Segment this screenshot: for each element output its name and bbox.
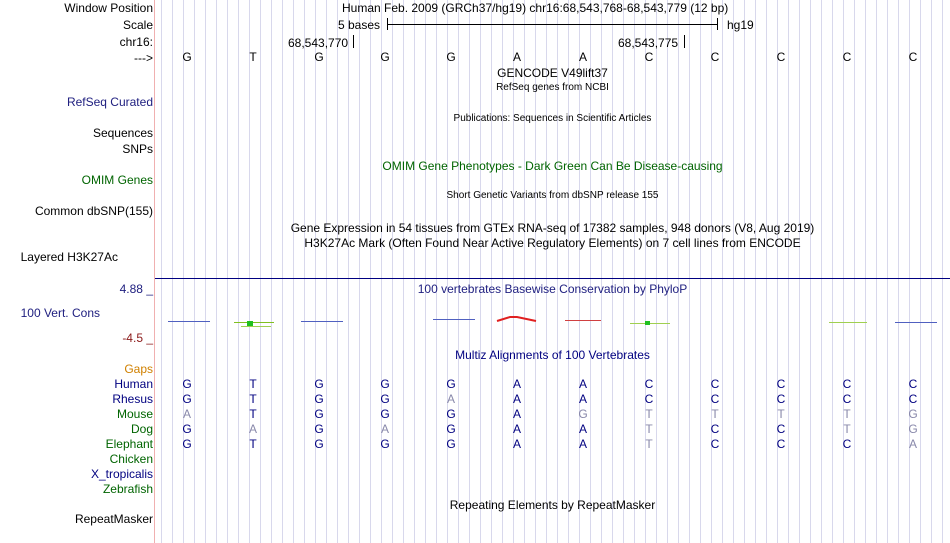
alignment-base: G <box>182 377 192 391</box>
cons-track-title[interactable]: 100 vertebrates Basewise Conservation by PhyloP <box>417 282 688 296</box>
gencode-track-title[interactable]: GENCODE V49lift37 <box>497 66 608 80</box>
publications-track-title[interactable]: Publications: Sequences in Scientific Articles <box>453 113 652 124</box>
alignment-base: C <box>842 377 852 391</box>
base-letter: T <box>249 50 257 64</box>
alignment-base: G <box>380 437 390 451</box>
coord-left: 68,543,770 <box>288 36 349 50</box>
alignment-base: C <box>842 392 852 406</box>
alignment-base: G <box>380 392 390 406</box>
sequences-track-label[interactable]: Sequences <box>92 126 153 140</box>
alignment-base: C <box>908 392 918 406</box>
coord-right-tick <box>684 35 685 48</box>
alignment-base: C <box>908 377 918 391</box>
cons-min-label: -4.5 _ <box>122 331 153 345</box>
species-label[interactable]: Dog <box>130 422 153 436</box>
base-letter: G <box>380 50 390 64</box>
alignment-base: C <box>644 392 654 406</box>
species-label[interactable]: Human <box>114 377 153 391</box>
cons-bar-11 <box>829 322 867 323</box>
h3k27ac-track-label[interactable]: Layered H3K27Ac <box>20 250 118 264</box>
alignment-base: T <box>249 377 257 391</box>
species-label[interactable]: Elephant <box>105 437 153 451</box>
alignment-base: C <box>710 392 720 406</box>
cons-bar-5 <box>433 319 475 320</box>
cons-max-label: 4.88 _ <box>119 282 153 296</box>
base-letter: C <box>908 50 918 64</box>
omim-track-label[interactable]: OMIM Genes <box>81 173 153 187</box>
conservation-signal <box>155 300 950 340</box>
species-label[interactable]: Chicken <box>109 452 153 466</box>
species-label[interactable]: Zebrafish <box>102 482 153 496</box>
chrom-label: chr16: <box>119 35 153 49</box>
alignment-base: C <box>776 392 786 406</box>
alignment-base: A <box>908 437 917 451</box>
alignment-base: G <box>380 377 390 391</box>
alignment-base: G <box>182 392 192 406</box>
scale-bases-text: 5 bases <box>338 18 381 32</box>
alignment-base: G <box>314 437 324 451</box>
alignment-base: C <box>710 422 720 436</box>
base-letter: G <box>314 50 324 64</box>
alignment-base: G <box>578 407 588 421</box>
base-letter: C <box>776 50 786 64</box>
window-position-label: Window Position <box>64 1 153 15</box>
alignment-base: A <box>512 437 521 451</box>
cons-track-label[interactable]: 100 Vert. Cons <box>20 306 100 320</box>
base-letter: C <box>644 50 654 64</box>
alignment-base: A <box>512 377 521 391</box>
base-letter: C <box>710 50 720 64</box>
h3k27ac-baseline <box>155 278 950 279</box>
alignment-base: G <box>314 392 324 406</box>
cons-bar-2 <box>234 322 274 323</box>
alignment-base: A <box>512 392 521 406</box>
species-label[interactable]: X_tropicalis <box>90 467 153 481</box>
alignment-base: A <box>512 407 521 421</box>
alignment-base: C <box>776 437 786 451</box>
alignment-base: T <box>249 392 257 406</box>
refseq-track-label[interactable]: RefSeq Curated <box>66 95 153 109</box>
cons-bar-12 <box>895 322 937 323</box>
cons-bar-2b <box>241 326 271 327</box>
alignment-base: T <box>249 437 257 451</box>
alignment-base: G <box>908 422 918 436</box>
h3k27ac-track-title[interactable]: H3K27Ac Mark (Often Found Near Active Regulatory Elements) on 7 cell lines from ENCODE <box>304 236 801 250</box>
alignment-base: G <box>446 407 456 421</box>
repeatmasker-track-label[interactable]: RepeatMasker <box>74 512 153 526</box>
species-label[interactable]: Rhesus <box>112 392 153 406</box>
alignment-base: C <box>842 437 852 451</box>
alignment-base: A <box>578 377 587 391</box>
cons-peak-8 <box>645 321 650 325</box>
alignment-base: A <box>248 422 257 436</box>
base-letter: A <box>512 50 521 64</box>
omim-track-title[interactable]: OMIM Gene Phenotypes - Dark Green Can Be Disease-causing <box>382 159 723 173</box>
strand-label: ---> <box>134 51 153 65</box>
base-letter: G <box>182 50 192 64</box>
gtex-track-title[interactable]: Gene Expression in 54 tissues from GTEx RNA-seq of 17382 samples, 948 donors (V8, Aug 2019) <box>290 221 815 235</box>
alignment-base: T <box>249 407 257 421</box>
alignment-base: G <box>446 422 456 436</box>
scale-label: Scale <box>122 18 153 32</box>
alignment-base: A <box>512 422 521 436</box>
alignment-base: G <box>380 407 390 421</box>
scale-bar-left-tick <box>387 18 388 30</box>
scale-bar-right-tick <box>717 18 718 30</box>
gaps-track-label[interactable]: Gaps <box>124 362 153 376</box>
alignment-base: A <box>380 422 389 436</box>
alignment-base: C <box>776 377 786 391</box>
alignment-base: C <box>710 437 720 451</box>
alignment-base: T <box>777 407 785 421</box>
alignment-base: C <box>710 377 720 391</box>
species-label[interactable]: Mouse <box>116 407 153 421</box>
cons-bar-1 <box>168 321 210 322</box>
alignment-base: G <box>314 377 324 391</box>
alignment-base: T <box>645 437 653 451</box>
coord-left-tick <box>353 35 354 48</box>
base-letter: A <box>578 50 587 64</box>
alignment-base: G <box>908 407 918 421</box>
multiz-track-title[interactable]: Multiz Alignments of 100 Vertebrates <box>455 348 650 362</box>
refseq-track-title[interactable]: RefSeq genes from NCBI <box>496 82 609 93</box>
alignment-base: G <box>182 437 192 451</box>
alignment-base: G <box>182 422 192 436</box>
snps-track-label[interactable]: SNPs <box>122 142 153 156</box>
cons-peak-6 <box>497 317 536 321</box>
repeatmasker-track-title[interactable]: Repeating Elements by RepeatMasker <box>449 498 656 512</box>
window-position-value: Human Feb. 2009 (GRCh37/hg19) chr16:68,543,768-68,543,779 (12 bp) <box>342 1 729 15</box>
alignment-base: T <box>843 407 851 421</box>
alignment-base: T <box>645 407 653 421</box>
scale-bar <box>387 24 718 25</box>
alignment-base: A <box>578 392 587 406</box>
alignment-base: T <box>843 422 851 436</box>
alignment-base: A <box>182 407 191 421</box>
cons-peak-2 <box>247 321 253 326</box>
alignment-base: A <box>578 437 587 451</box>
base-letter: C <box>842 50 852 64</box>
alignment-base: C <box>776 422 786 436</box>
alignment-base: A <box>446 392 455 406</box>
alignment-base: G <box>446 437 456 451</box>
alignment-base: G <box>314 407 324 421</box>
alignment-base: G <box>314 422 324 436</box>
alignment-base: A <box>578 422 587 436</box>
alignment-base: T <box>711 407 719 421</box>
cons-bar-3 <box>301 321 343 322</box>
alignment-base: G <box>446 377 456 391</box>
cons-bar-7 <box>565 320 601 321</box>
dbsnp-track-label[interactable]: Common dbSNP(155) <box>34 204 153 218</box>
base-letter: G <box>446 50 456 64</box>
coord-right: 68,543,775 <box>618 36 679 50</box>
scale-assembly: hg19 <box>727 18 754 32</box>
alignment-base: C <box>644 377 654 391</box>
alignment-base: T <box>645 422 653 436</box>
dbsnp-track-title[interactable]: Short Genetic Variants from dbSNP release 155 <box>446 190 659 201</box>
